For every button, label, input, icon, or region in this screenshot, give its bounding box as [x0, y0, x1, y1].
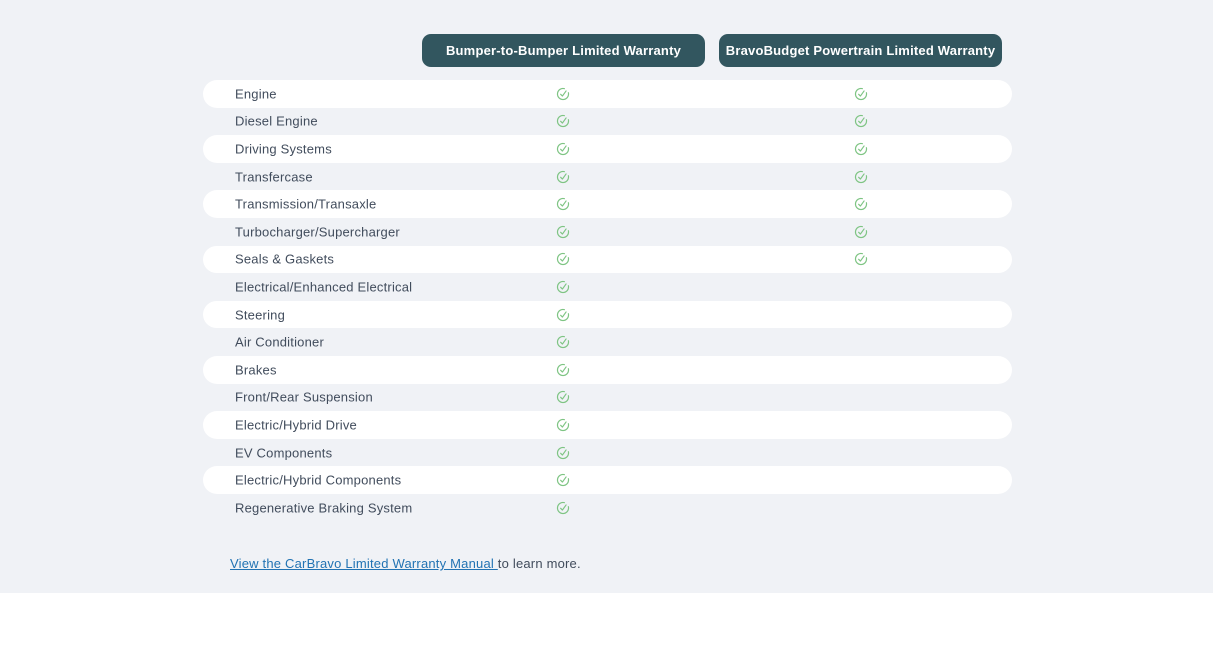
check-circle-icon — [556, 335, 570, 349]
component-label: Front/Rear Suspension — [235, 389, 373, 405]
component-label: EV Components — [235, 445, 333, 461]
table-row — [203, 466, 1012, 494]
check-circle-icon — [854, 225, 868, 239]
check-circle-icon — [556, 501, 570, 515]
component-label: Electric/Hybrid Components — [235, 472, 402, 488]
table-row — [203, 218, 1012, 246]
component-label: Electric/Hybrid Drive — [235, 417, 357, 433]
component-label: Air Conditioner — [235, 334, 324, 350]
table-row — [203, 494, 1012, 522]
component-label: Steering — [235, 307, 286, 323]
table-row — [203, 163, 1012, 191]
component-label: Turbocharger/Supercharger — [235, 224, 400, 240]
check-circle-icon — [556, 87, 570, 101]
component-label: Driving Systems — [235, 141, 332, 157]
check-circle-icon — [556, 114, 570, 128]
table-row — [203, 439, 1012, 467]
table-row — [203, 273, 1012, 301]
table-row — [203, 411, 1012, 439]
check-circle-icon — [556, 280, 570, 294]
component-label: Brakes — [235, 362, 277, 378]
check-circle-icon — [556, 170, 570, 184]
warranty-comparison-table — [203, 80, 1012, 522]
table-row — [203, 328, 1012, 356]
component-label: Regenerative Braking System — [235, 500, 413, 516]
check-circle-icon — [556, 225, 570, 239]
component-label: Electrical/Enhanced Electrical — [235, 279, 413, 295]
check-circle-icon — [854, 142, 868, 156]
check-circle-icon — [556, 418, 570, 432]
table-row — [203, 301, 1012, 329]
table-row — [203, 108, 1012, 136]
check-circle-icon — [556, 363, 570, 377]
bumper-to-bumper-warranty-header-button[interactable]: Bumper-to-Bumper Limited Warranty — [422, 34, 705, 67]
check-circle-icon — [854, 197, 868, 211]
component-label: Engine — [235, 86, 277, 102]
check-circle-icon — [556, 142, 570, 156]
check-circle-icon — [854, 170, 868, 184]
component-label: Transfercase — [235, 169, 313, 185]
check-circle-icon — [854, 252, 868, 266]
table-row — [203, 384, 1012, 412]
table-row — [203, 135, 1012, 163]
check-circle-icon — [556, 252, 570, 266]
check-circle-icon — [556, 308, 570, 322]
check-circle-icon — [854, 87, 868, 101]
check-circle-icon — [556, 197, 570, 211]
table-row — [203, 246, 1012, 274]
check-circle-icon — [854, 114, 868, 128]
footer-note-suffix: to learn more. — [497, 556, 581, 571]
component-label: Transmission/Transaxle — [235, 196, 377, 212]
table-row — [203, 190, 1012, 218]
component-label: Diesel Engine — [235, 113, 318, 129]
table-row — [203, 80, 1012, 108]
check-circle-icon — [556, 473, 570, 487]
check-circle-icon — [556, 390, 570, 404]
check-circle-icon — [556, 446, 570, 460]
footer-note — [230, 556, 581, 571]
component-label: Seals & Gaskets — [235, 251, 335, 267]
bravobudget-powertrain-warranty-header-button[interactable]: BravoBudget Powertrain Limited Warranty — [719, 34, 1002, 67]
table-row — [203, 356, 1012, 384]
warranty-manual-link[interactable]: View the CarBravo Limited Warranty Manual — [230, 556, 498, 571]
